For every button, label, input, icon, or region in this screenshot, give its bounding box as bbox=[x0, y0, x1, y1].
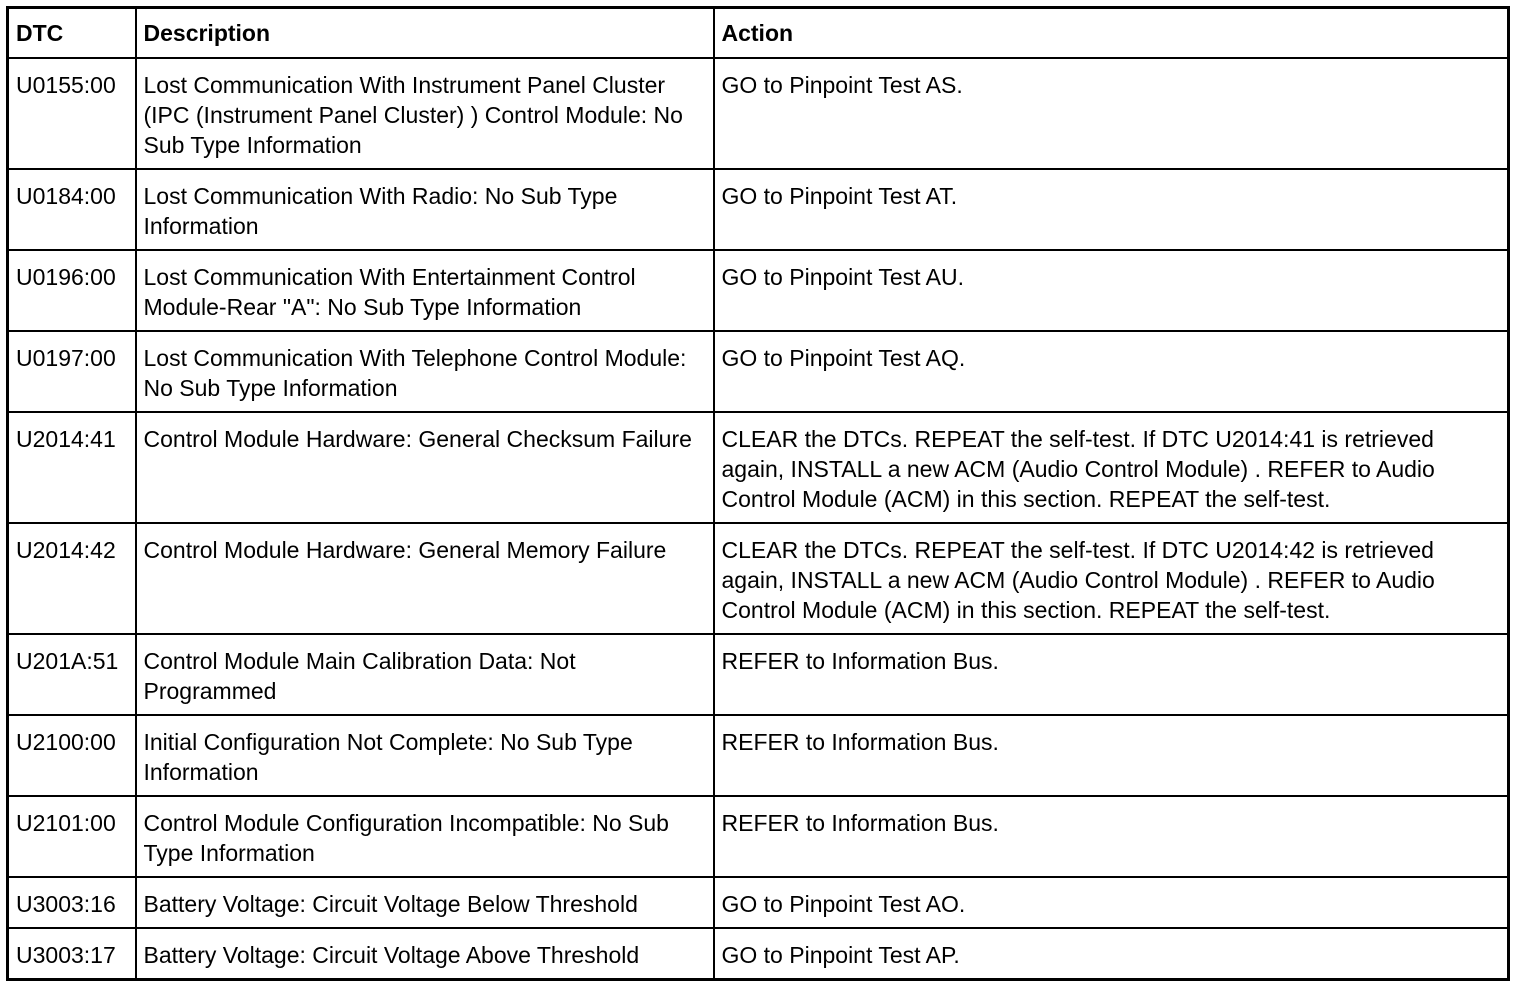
table-row bbox=[8, 412, 1509, 523]
table-row bbox=[8, 877, 1509, 928]
dtc-code: U0196:00 bbox=[8, 250, 136, 331]
header-action: Action bbox=[714, 8, 1509, 59]
dtc-action: REFER to Information Bus. bbox=[714, 634, 1509, 715]
table-header-row bbox=[8, 8, 1509, 59]
table-row bbox=[8, 715, 1509, 796]
dtc-description: Control Module Configuration Incompatible: No Sub Type Information bbox=[136, 796, 714, 877]
dtc-action: CLEAR the DTCs. REPEAT the self-test. If DTC U2014:42 is retrieved again, INSTALL a new ACM (Audio Control Module) . REFER to Audio Control Module (ACM) in this section. REPEAT the self-test. bbox=[714, 523, 1509, 634]
table-row bbox=[8, 796, 1509, 877]
dtc-action: REFER to Information Bus. bbox=[714, 715, 1509, 796]
dtc-code: U2014:42 bbox=[8, 523, 136, 634]
table-row bbox=[8, 58, 1509, 169]
dtc-code: U0197:00 bbox=[8, 331, 136, 412]
dtc-code: U3003:17 bbox=[8, 928, 136, 980]
table-row bbox=[8, 928, 1509, 980]
dtc-code: U3003:16 bbox=[8, 877, 136, 928]
dtc-code: U0155:00 bbox=[8, 58, 136, 169]
dtc-description: Lost Communication With Telephone Control Module: No Sub Type Information bbox=[136, 331, 714, 412]
dtc-description: Control Module Hardware: General Memory Failure bbox=[136, 523, 714, 634]
dtc-action: REFER to Information Bus. bbox=[714, 796, 1509, 877]
table-row bbox=[8, 331, 1509, 412]
dtc-description: Control Module Main Calibration Data: Not Programmed bbox=[136, 634, 714, 715]
dtc-action: GO to Pinpoint Test AU. bbox=[714, 250, 1509, 331]
dtc-code: U201A:51 bbox=[8, 634, 136, 715]
dtc-table bbox=[6, 6, 1510, 981]
dtc-code: U2014:41 bbox=[8, 412, 136, 523]
dtc-action: CLEAR the DTCs. REPEAT the self-test. If DTC U2014:41 is retrieved again, INSTALL a new ACM (Audio Control Module) . REFER to Audio Control Module (ACM) in this section. REPEAT the self-test. bbox=[714, 412, 1509, 523]
dtc-action: GO to Pinpoint Test AS. bbox=[714, 58, 1509, 169]
dtc-description: Battery Voltage: Circuit Voltage Above Threshold bbox=[136, 928, 714, 980]
table-row bbox=[8, 523, 1509, 634]
dtc-action: GO to Pinpoint Test AO. bbox=[714, 877, 1509, 928]
table-row bbox=[8, 169, 1509, 250]
dtc-description: Battery Voltage: Circuit Voltage Below Threshold bbox=[136, 877, 714, 928]
dtc-description: Lost Communication With Instrument Panel Cluster (IPC (Instrument Panel Cluster) ) Control Module: No Sub Type Information bbox=[136, 58, 714, 169]
dtc-description: Control Module Hardware: General Checksum Failure bbox=[136, 412, 714, 523]
table-row bbox=[8, 634, 1509, 715]
table-row bbox=[8, 250, 1509, 331]
dtc-description: Initial Configuration Not Complete: No Sub Type Information bbox=[136, 715, 714, 796]
dtc-code: U0184:00 bbox=[8, 169, 136, 250]
dtc-code: U2100:00 bbox=[8, 715, 136, 796]
header-description: Description bbox=[136, 8, 714, 59]
header-dtc: DTC bbox=[8, 8, 136, 59]
dtc-code: U2101:00 bbox=[8, 796, 136, 877]
dtc-action: GO to Pinpoint Test AQ. bbox=[714, 331, 1509, 412]
dtc-action: GO to Pinpoint Test AP. bbox=[714, 928, 1509, 980]
dtc-description: Lost Communication With Radio: No Sub Type Information bbox=[136, 169, 714, 250]
dtc-action: GO to Pinpoint Test AT. bbox=[714, 169, 1509, 250]
dtc-description: Lost Communication With Entertainment Control Module-Rear "A": No Sub Type Information bbox=[136, 250, 714, 331]
